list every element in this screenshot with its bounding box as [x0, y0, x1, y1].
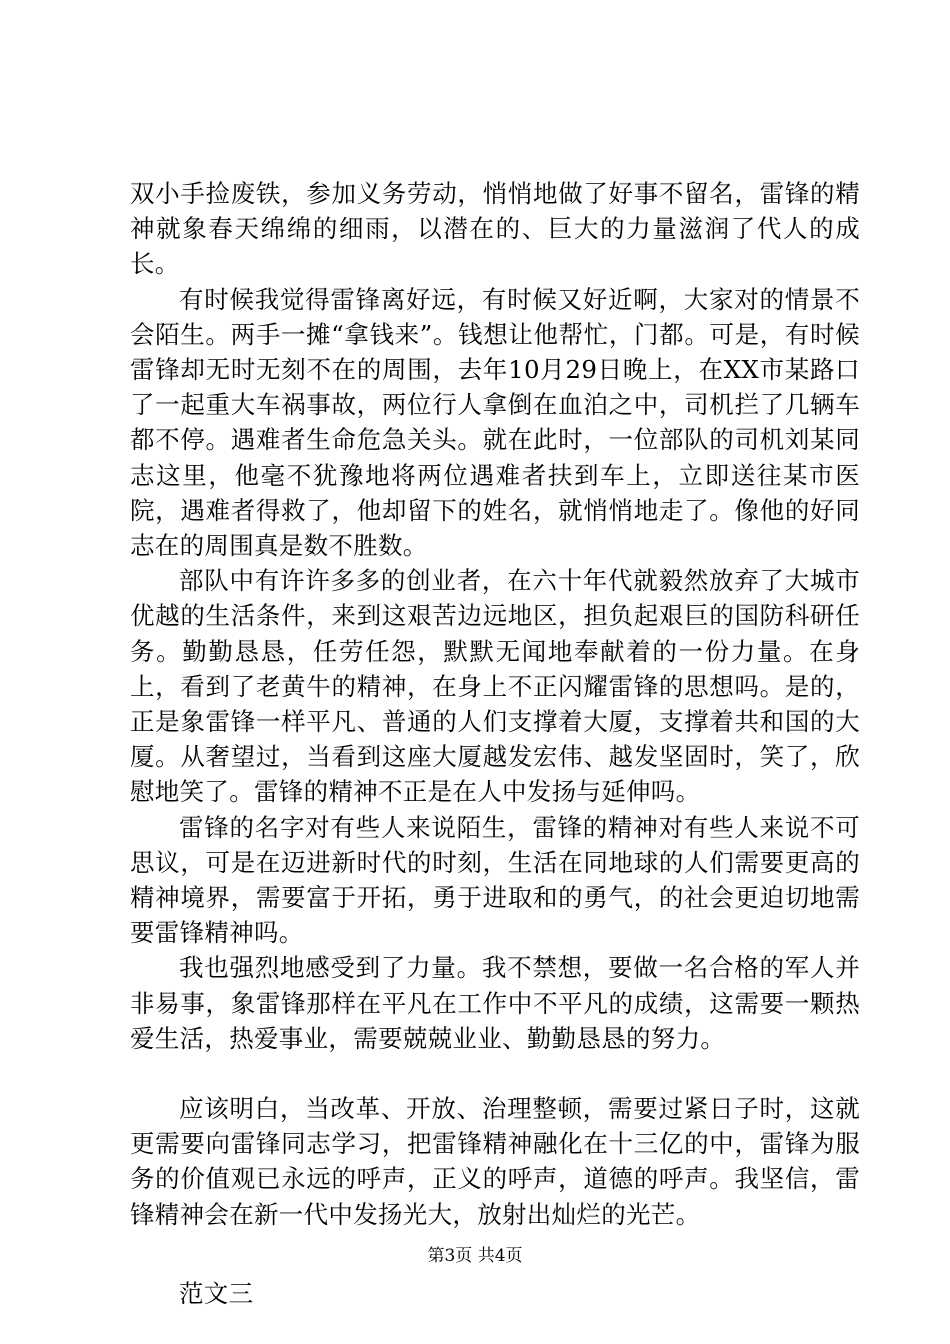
- page-footer: [0, 1246, 950, 1266]
- document-body: [130, 176, 860, 1311]
- paragraph-5: 我也强烈地感受到了力量。我不禁想，要做一名合格的军人并非易事，象雷锋那样在平凡在工作中不平凡的成绩，这需要一颗热爱生活，热爱事业，需要兢兢业业、勤勤恳恳的努力。: [130, 953, 860, 1053]
- section-heading: 范文三: [179, 1278, 254, 1308]
- paragraph-3: 部队中有许许多多的创业者，在六十年代就毅然放弃了大城市优越的生活条件，来到这艰苦边远地区，担负起艰巨的国防科研任务。勤勤恳恳，任劳任怨，默默无闻地奉献着的一份力量。在身上，看到了老黄牛的精神，在身上不正闪耀雷锋的思想吗。是的，正是象雷锋一样平凡、普通的人们支撑着大厦，支撑着共和国的大厦。从奢望过，当看到这座大厦越发宏伟、越发坚固时，笑了，欣慰地笑了。雷锋的精神不正是在人中发扬与延伸吗。: [130, 566, 860, 807]
- page-indicator: 第3页 共4页: [427, 1246, 523, 1266]
- paragraph-6: 应该明白，当改革、开放、治理整顿，需要过紧日子时，这就更需要向雷锋同志学习，把雷锋精神融化在十三亿的中，雷锋为服务的价值观已永远的呼声，正义的呼声，道德的呼声。我坚信，雷锋精神会在新一代中发扬光大，放射出灿烂的光芒。: [130, 1094, 860, 1229]
- paragraph-4: 雷锋的名字对有些人来说陌生，雷锋的精神对有些人来说不可思议，可是在迈进新时代的时刻，生活在同地球的人们需要更高的精神境界，需要富于开拓，勇于进取和的勇气，的社会更迫切地需要雷锋精神吗。: [130, 812, 860, 948]
- paragraph-1: 双小手捡废铁，参加义务劳动，悄悄地做了好事不留名，雷锋的精神就象春天绵绵的细雨，以潜在的、巨大的力量滋润了代人的成长。: [130, 179, 860, 279]
- paragraph-2: 有时候我觉得雷锋离好远，有时候又好近啊，大家对的情景不会陌生。两手一摊“拿钱来”。钱想让他帮忙，门都。可是，有时候雷锋却无时无刻不在的周围，去年10月29日晚上，在XX市某路口了一起重大车祸事故，两位行人拿倒在血泊之中，司机拦了几辆车都不停。遇难者生命危急关头。就在此时，一位部队的司机刘某同志这里，他毫不犹豫地将两位遇难者扶到车上，立即送往某市医院，遇难者得救了，他却留下的姓名，就悄悄地走了。像他的好同志在的周围真是数不胜数。: [130, 284, 860, 561]
